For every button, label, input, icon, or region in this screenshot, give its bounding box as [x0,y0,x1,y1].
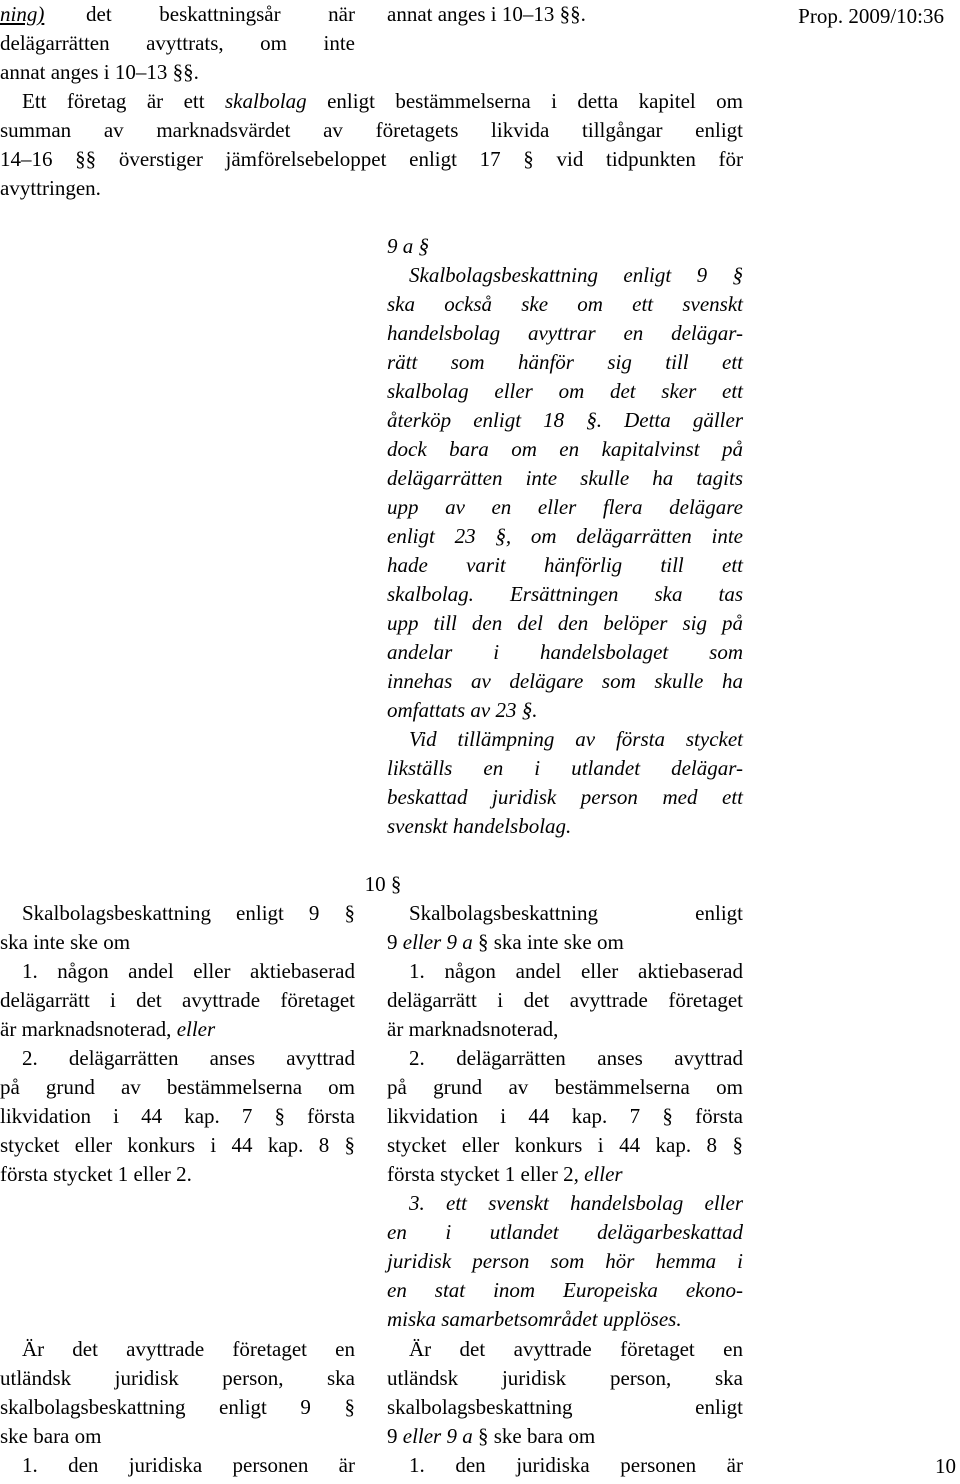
section-9a-line: upp till den del den belöper sig på [387,611,743,635]
top-left-fragment-ning: ning) [0,2,45,26]
section-9a-line: Vid tillämpning av första stycket [409,727,743,751]
proposition-header: Prop. 2009/10:36 [798,4,944,28]
s10-left-line: 1. någon andel eller aktiebaserad [22,959,355,983]
section-10-heading: 10 § [364,872,402,896]
s10-left-line: är marknadsnoterad, eller [0,1017,216,1041]
s10-right-line: miska samarbetsområdet upplöses. [387,1307,682,1331]
s10-right-line: första stycket 1 eller 2, eller [387,1162,623,1186]
section-9a-line: Skalbolagsbeskattning enligt 9 § [409,263,743,287]
s10-right-line: 1. den juridiska personen är [409,1453,743,1477]
s10-right-line: likvidation i 44 kap. 7 § första [387,1104,743,1128]
s10-right-line: 9 eller 9 a § ske bara om [387,1424,596,1448]
s10-left-line: ska inte ske om [0,930,131,954]
s10-left-line: skalbolagsbeskattning enligt 9 § [0,1395,355,1419]
s10-left-line: på grund av bestämmelserna om [0,1075,355,1099]
s10-right-line: Skalbolagsbeskattning enligt [409,901,743,925]
s10-left-line: första stycket 1 eller 2. [0,1162,192,1186]
section-9a-line: andelar i handelsbolaget som [387,640,743,664]
section-9a-line: omfattats av 23 §. [387,698,538,722]
section-9a-line: återköp enligt 18 §. Detta gäller [387,408,743,432]
s10-right-line: 9 eller 9 a § ska inte ske om [387,930,624,954]
s10-right-line: en stat inom Europeiska ekono- [387,1278,743,1302]
top-left-line-2: delägarrätten avyttrats, om inte [0,31,355,55]
s10-left-line: likvidation i 44 kap. 7 § första [0,1104,355,1128]
s10-left-line: delägarrätt i det avyttrade företaget [0,988,355,1012]
page-number: 10 [935,1454,956,1478]
section-9a-line: rätt som hänför sig till ett [387,350,743,374]
s10-left-line: ske bara om [0,1424,102,1448]
s10-left-line: 1. den juridiska personen är [22,1453,355,1477]
section-9a-line: beskattad juridisk person med ett [387,785,743,809]
s10-left-line: stycket eller konkurs i 44 kap. 8 § [0,1133,355,1157]
s10-right-line: 2. delägarrätten anses avyttrad [409,1046,743,1070]
intro-line-1: Ett företag är ett skalbolag enligt bestämmelserna i detta kapitel om [22,89,743,113]
section-9a-line: svenskt handelsbolag. [387,814,572,838]
s10-right-line: delägarrätt i det avyttrade företaget [387,988,743,1012]
section-9a-line: innehas av delägare som skulle ha [387,669,743,693]
s10-left-line: Är det avyttrade företaget en [22,1337,355,1361]
s10-right-line: skalbolagsbeskattning enligt [387,1395,743,1419]
section-9a-line: ska också ske om ett svenskt [387,292,743,316]
section-9a-line: skalbolag. Ersättningen ska tas [387,582,743,606]
s10-right-line: juridisk person som hör hemma i [387,1249,743,1273]
top-right-line-1: annat anges i 10–13 §§. [387,2,586,26]
top-left-line-1: det beskattningsår när [86,2,355,26]
s10-left-line: Skalbolagsbeskattning enligt 9 § [22,901,355,925]
section-9a-line: enligt 23 §, om delägarrätten inte [387,524,743,548]
section-9a-line: handelsbolag avyttrar en delägar- [387,321,743,345]
s10-right-line: stycket eller konkurs i 44 kap. 8 § [387,1133,743,1157]
top-left-line-3: annat anges i 10–13 §§. [0,60,199,84]
section-9a-line: upp av en eller flera delägare [387,495,743,519]
section-9a-line: skalbolag eller om det sker ett [387,379,743,403]
section-9a-line: hade varit hänförlig till ett [387,553,743,577]
section-9a-line: delägarrätten inte skulle ha tagits [387,466,743,490]
section-9a-line: dock bara om en kapitalvinst på [387,437,743,461]
intro-line-3: 14–16 §§ överstiger jämförelsebeloppet enligt 17 § vid tidpunkten för [0,147,743,171]
s10-right-line: är marknadsnoterad, [387,1017,559,1041]
s10-right-line: 1. någon andel eller aktiebaserad [409,959,743,983]
s10-left-line: 2. delägarrätten anses avyttrad [22,1046,355,1070]
s10-right-line: 3. ett svenskt handelsbolag eller [409,1191,743,1215]
s10-right-line: på grund av bestämmelserna om [387,1075,743,1099]
s10-right-line: Är det avyttrade företaget en [409,1337,743,1361]
intro-line-4: avyttringen. [0,176,101,200]
s10-left-line: utländsk juridisk person, ska [0,1366,355,1390]
section-9a-line: likställs en i utlandet delägar- [387,756,743,780]
section-9a-heading: 9 a § [387,234,429,258]
s10-right-line: en i utlandet delägarbeskattad [387,1220,743,1244]
s10-right-line: utländsk juridisk person, ska [387,1366,743,1390]
intro-line-2: summan av marknadsvärdet av företagets likvida tillgångar enligt [0,118,743,142]
